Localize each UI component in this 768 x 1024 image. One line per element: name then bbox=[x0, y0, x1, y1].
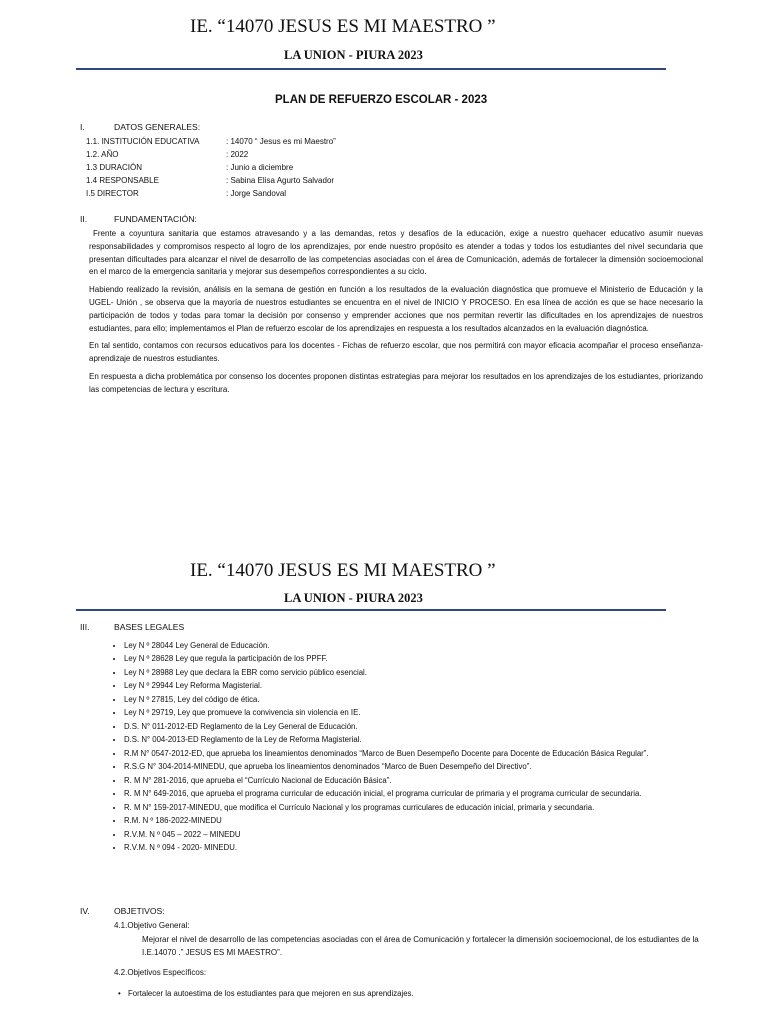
header-rule bbox=[76, 609, 666, 611]
list-item: • R.V.M. N º 045 – 2022 – MINEDU bbox=[124, 829, 708, 842]
data-label: 1.2. AÑO bbox=[86, 150, 119, 159]
data-value: : Junio a diciembre bbox=[226, 163, 294, 172]
school-location: LA UNION - PIURA 2023 bbox=[284, 48, 423, 62]
data-value: : 2022 bbox=[226, 150, 249, 159]
section-heading-objetivos bbox=[80, 906, 380, 918]
list-item: • R. M N° 281-2016, que aprueba el “Currículo Nacional de Educación Básica”. bbox=[124, 775, 708, 788]
data-value: : Sabina Elisa Agurto Salvador bbox=[226, 176, 335, 185]
paragraph: En respuesta a dicha problemática por consenso los docentes proponen distintas estrategias para mejorar los resultados en los aprendizajes de los estudiantes, priorizando las competencias de lectura y escritura. bbox=[89, 371, 703, 394]
objective-text: Fortalecer la autoestima de los estudiantes para que mejoren en sus aprendizajes. bbox=[128, 989, 414, 998]
data-value: : Jorge Sandoval bbox=[226, 189, 287, 198]
data-label: 1.1. INSTITUCIÓN EDUCATIVA bbox=[86, 137, 200, 146]
list-item: • Ley N º 29944 Ley Reforma Magisterial. bbox=[124, 680, 708, 693]
data-row bbox=[86, 189, 586, 202]
list-item: • Ley N º 28628 Ley que regula la participación de los PPFF. bbox=[124, 653, 708, 666]
specific-objectives-list bbox=[118, 988, 708, 1001]
data-row bbox=[86, 137, 586, 150]
laws-list-wrapper bbox=[110, 640, 708, 856]
data-row bbox=[86, 176, 586, 189]
section-number: II. bbox=[80, 214, 88, 224]
section-number: III. bbox=[80, 622, 90, 632]
general-data-list bbox=[86, 137, 586, 202]
section-heading-fundamentacion bbox=[80, 214, 380, 226]
paragraph: Habiendo realizado la revisión, análisis en la semana de gestión en función a los resultados de la evaluación diagnóstica que promueve el Ministerio de Educación y la UGEL- Unión , se observa que la mayoría de nuestros estudiantes se encuentra en el nivel de INICIO Y PROCESO. En esa línea de acción es que se hace necesario la participación de todos y todas para tomar la decisión por consenso y emprender acciones que nos permitan revertir las dificultades en los aprendizajes de nuestros estudiantes, para ello; implementamos el Plan de refuerzo escolar de los aprendizajes en respuesta a los resultados alcanzados en la evaluación diagnóstica. bbox=[89, 285, 703, 333]
list-item: • R.V.M. N º 094 - 2020- MINEDU. bbox=[124, 842, 708, 855]
school-location: LA UNION - PIURA 2023 bbox=[284, 591, 423, 605]
fundamentacion-body bbox=[89, 228, 703, 397]
objective-general-label: 4.1.Objetivo General: bbox=[114, 921, 190, 930]
list-item: • R.M N° 0547-2012-ED, que aprueba los lineamientos denominados “Marco de Buen Desempeño Docente para Docente de Educación Básica Regular”. bbox=[124, 748, 708, 761]
section-number: I. bbox=[80, 122, 85, 132]
objective-general-text: Mejorar el nivel de desarrollo de las competencias asociadas con el área de Comunicación y fortalecer la dimensión socioemocional, de los estudiantes de la I.E.14070 .” JESUS ES MI MAESTRO”. bbox=[142, 935, 699, 957]
data-value: : 14070 “ Jesus es mi Maestro” bbox=[226, 137, 336, 146]
section-title: OBJETIVOS: bbox=[114, 906, 165, 916]
section-heading-datos bbox=[80, 122, 380, 134]
section-title: BASES LEGALES bbox=[114, 622, 185, 632]
section-title: DATOS GENERALES: bbox=[114, 122, 201, 132]
specific-objectives-wrapper bbox=[118, 988, 708, 1001]
bullet-icon: • bbox=[118, 989, 121, 998]
list-item: • Ley N º 28044 Ley General de Educación. bbox=[124, 640, 708, 653]
list-item: • R.M. N º 186-2022-MINEDU bbox=[124, 815, 708, 828]
paragraph: Frente a coyuntura sanitaria que estamos atravesando y a las demandas, retos y desafíos de la educación, exige a nuestro quehacer educativo asumir nuevas responsabilidades y compromisos respecto al logro de los aprendizajes, por ende nuestro propósito es atender a todas y todos los estudiantes del nivel secundaria que presentan dificultades para alcanzar el nivel de desarrollo de las competencias asociadas con el área de Comunicación, además de fortalecer la dimensión socioemocional en el marco de la emergencia sanitaria y mejorar sus desempeños correspondientes a su ciclo. bbox=[89, 229, 703, 277]
header-rule bbox=[76, 68, 666, 70]
school-name: IE. “14070 JESUS ES MI MAESTRO ” bbox=[190, 16, 496, 37]
list-item: • R.S.G N° 304-2014-MINEDU, que aprueba los lineamientos denominados “Marco de Buen Desempeño del Directivo”. bbox=[124, 761, 708, 774]
list-item bbox=[118, 988, 708, 1001]
data-row bbox=[86, 150, 586, 163]
list-item: • R. M N° 649-2016, que aprueba el programa curricular de educación inicial, el programa curricular de primaria y el programa curricular de secundaria. bbox=[124, 788, 708, 801]
list-item: • Ley N º 28988 Ley que declara la EBR como servicio público esencial. bbox=[124, 667, 708, 680]
data-label: 1.4 RESPONSABLE bbox=[86, 176, 159, 185]
objective-specific-label: 4.2.Objetivos Específicos: bbox=[114, 968, 207, 977]
data-label: 1.3 DURACIÓN bbox=[86, 163, 143, 172]
paragraph: En tal sentido, contamos con recursos educativos para los docentes - Fichas de refuerzo escolar, que nos permitirá con mayor eficacia acompañar el proceso enseñanza-aprendizaje de nuestros estudiantes. bbox=[89, 341, 703, 364]
data-row bbox=[86, 163, 586, 176]
section-heading-bases bbox=[80, 622, 380, 634]
list-item: • Ley N º 29719, Ley que promueve la convivencia sin violencia en IE. bbox=[124, 707, 708, 720]
plan-title: PLAN DE REFUERZO ESCOLAR - 2023 bbox=[275, 94, 488, 106]
data-label: I.5 DIRECTOR bbox=[86, 189, 139, 198]
school-name: IE. “14070 JESUS ES MI MAESTRO ” bbox=[190, 560, 496, 581]
list-item: • Ley N º 27815, Ley del código de ética. bbox=[124, 694, 708, 707]
section-title: FUNDAMENTACIÓN: bbox=[114, 214, 197, 224]
list-item: • R. M N° 159-2017-MINEDU, que modifica el Currículo Nacional y los programas curriculares de educación inicial, primaria y secundaria. bbox=[124, 802, 708, 815]
laws-list bbox=[110, 640, 708, 855]
list-item: • D.S. N° 004-2013-ED Reglamento de la Ley de Reforma Magisterial. bbox=[124, 734, 708, 747]
section-number: IV. bbox=[80, 906, 90, 916]
list-item: • D.S. N° 011-2012-ED Reglamento de la Ley General de Educación. bbox=[124, 721, 708, 734]
